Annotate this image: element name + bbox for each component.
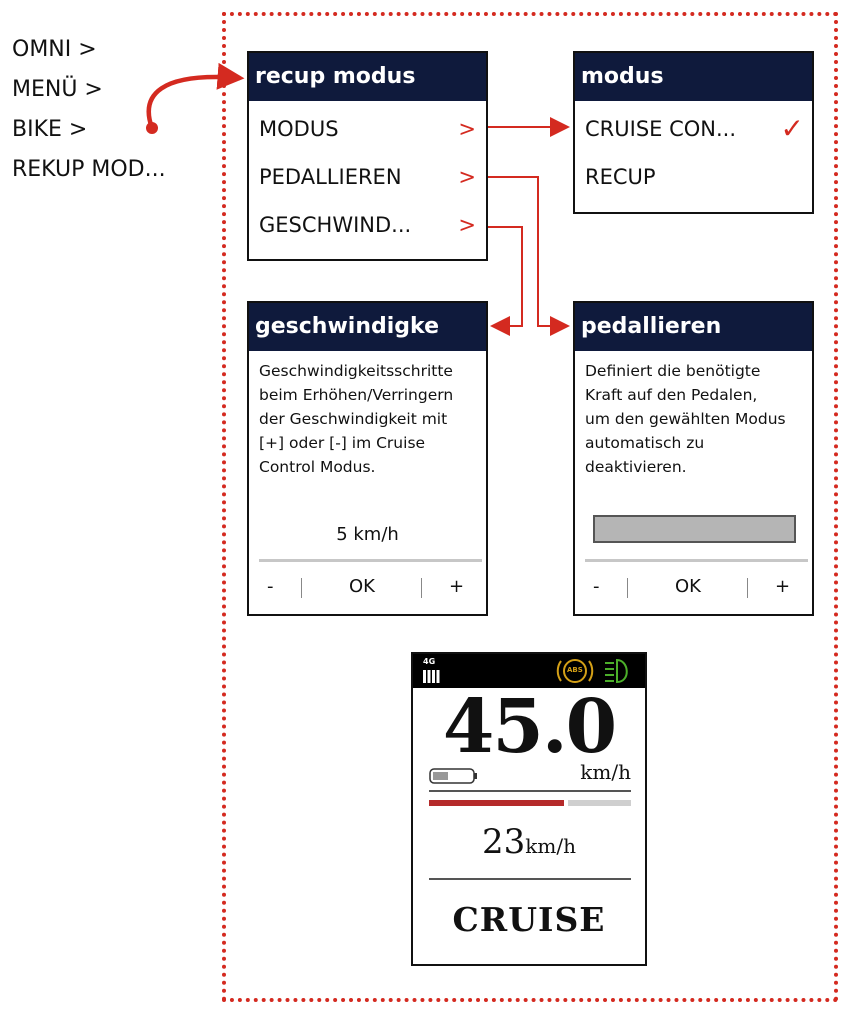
option-cruise-control[interactable] [575, 105, 812, 153]
description-line: deaktivieren. [585, 458, 687, 476]
description-line: automatisch zu [585, 434, 705, 452]
nav-step: REKUP MOD... [12, 157, 166, 182]
divider [429, 790, 631, 792]
panel-description [575, 351, 812, 479]
description-line: um den gewählten Modus [585, 410, 786, 428]
panel-title: modus [575, 53, 812, 101]
nav-path [12, 30, 166, 190]
speed-step-value: 5 km/h [336, 524, 399, 545]
menu-item-label: PEDALLIEREN [259, 165, 402, 189]
pedallieren-panel [573, 301, 814, 616]
bike-display [411, 652, 647, 966]
speed-unit: km/h [580, 760, 631, 784]
menu-item-modus[interactable] [249, 105, 486, 153]
minus-button[interactable]: - [267, 576, 274, 597]
signal-icon [423, 669, 443, 683]
chevron-right-icon: > [458, 165, 476, 189]
divider [585, 559, 808, 562]
description-line: [+] oder [-] im Cruise [259, 434, 426, 452]
option-label: RECUP [585, 165, 656, 189]
plus-button[interactable]: + [449, 576, 465, 597]
chevron-right-icon: > [458, 117, 476, 141]
minus-button[interactable]: - [593, 576, 600, 597]
assist-level-bar [429, 800, 564, 806]
ok-button[interactable]: OK [349, 576, 375, 597]
option-recup[interactable] [575, 153, 812, 201]
recup-modus-panel [247, 51, 488, 261]
description-line: Control Modus. [259, 458, 376, 476]
menu-item-pedallieren[interactable] [249, 153, 486, 201]
panel-title: pedallieren [575, 303, 812, 351]
panel-title: recup modus [249, 53, 486, 101]
nav-step: MENÜ > [12, 77, 103, 102]
menu-item-label: MODUS [259, 117, 339, 141]
headlight-icon [603, 657, 637, 685]
option-label: CRUISE CON... [585, 117, 737, 141]
geschwindigkeit-panel [247, 301, 488, 616]
ok-button[interactable]: OK [675, 576, 701, 597]
description-line: Definiert die benötigte [585, 362, 761, 380]
divider [747, 578, 748, 598]
divider [429, 878, 631, 880]
network-label: 4G [423, 657, 436, 666]
description-line: der Geschwindigkeit mit [259, 410, 448, 428]
battery-icon [429, 768, 479, 784]
checkmark-icon: ✓ [780, 112, 804, 145]
abs-label: ABS [567, 666, 583, 674]
panel-title: geschwindigke [249, 303, 486, 351]
modus-panel [573, 51, 814, 214]
assist-level-remaining [568, 800, 631, 806]
pedal-force-slider[interactable] [593, 515, 796, 543]
cruise-speed-value: 23 [482, 822, 526, 862]
current-speed: 45.0 [442, 684, 616, 770]
menu-item-label: GESCHWIND... [259, 213, 412, 237]
panel-description [249, 351, 486, 479]
mode-label: CRUISE [452, 900, 606, 939]
divider [301, 578, 302, 598]
cruise-speed-unit: km/h [525, 834, 576, 858]
cruise-speed [413, 822, 645, 862]
nav-step: BIKE > [12, 117, 88, 142]
divider [421, 578, 422, 598]
menu-item-geschwindigkeit[interactable] [249, 201, 486, 249]
description-line: Kraft auf den Pedalen, [585, 386, 758, 404]
nav-step: OMNI > [12, 37, 97, 62]
plus-button[interactable]: + [775, 576, 791, 597]
divider [627, 578, 628, 598]
chevron-right-icon: > [458, 213, 476, 237]
description-line: Geschwindigkeitsschritte [259, 362, 453, 380]
description-line: beim Erhöhen/Verringern [259, 386, 454, 404]
divider [259, 559, 482, 562]
